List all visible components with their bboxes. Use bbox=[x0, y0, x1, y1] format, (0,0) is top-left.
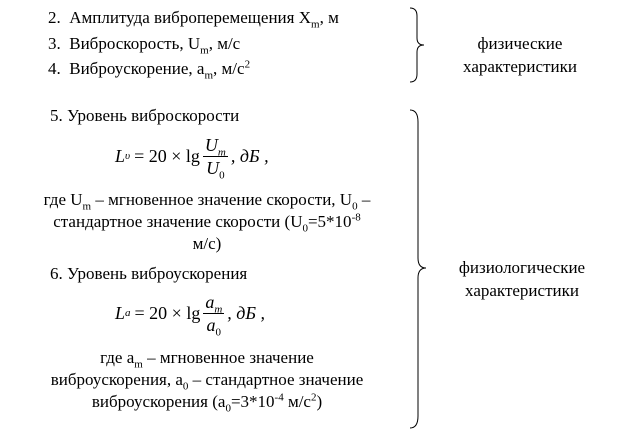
item5-title: 5. Уровень виброскорости bbox=[50, 106, 240, 125]
list-item-2: 2. Амплитуда виброперемещения $X_m$, м bbox=[48, 8, 339, 31]
item5-fraction: $\frac{U_m}{U_0}$ bbox=[204, 134, 226, 182]
item6-formula: L a = 20 × lg $\frac{a_m}{a_0}$ , дБ , bbox=[115, 291, 266, 339]
brace-physical bbox=[408, 6, 430, 84]
item6-fraction: $\frac{a_m}{a_0}$ bbox=[205, 291, 223, 339]
group-label-physiological: физиологические характеристики bbox=[458, 258, 586, 300]
list-item-3: 3. Виброскорость, $U_m$, м/с bbox=[48, 34, 241, 57]
list-item-4: 4. Виброускорение, $a_m$, $м/с^2$ bbox=[48, 58, 251, 82]
group-label-physical: физические характеристики bbox=[463, 34, 577, 76]
brace-physiological bbox=[408, 108, 430, 430]
item5-description: где $U_m$ – мгновенное значение скорости, $U_0$ – стандартное значение скорости ($U_0=5*10^{-8}$ м/с) bbox=[43, 190, 371, 253]
item6-title: 6. Уровень виброускорения bbox=[50, 264, 248, 283]
item5-formula: L υ = 20 × lg $\frac{U_m}{U_0}$ , дБ , bbox=[115, 134, 269, 182]
item6-description: где $a_m$ – мгновенное значение виброускорения, $a_0$ – стандартное значение виброускорения ($a_0=3*10^{-4}$ $м/с^2$) bbox=[50, 348, 364, 415]
